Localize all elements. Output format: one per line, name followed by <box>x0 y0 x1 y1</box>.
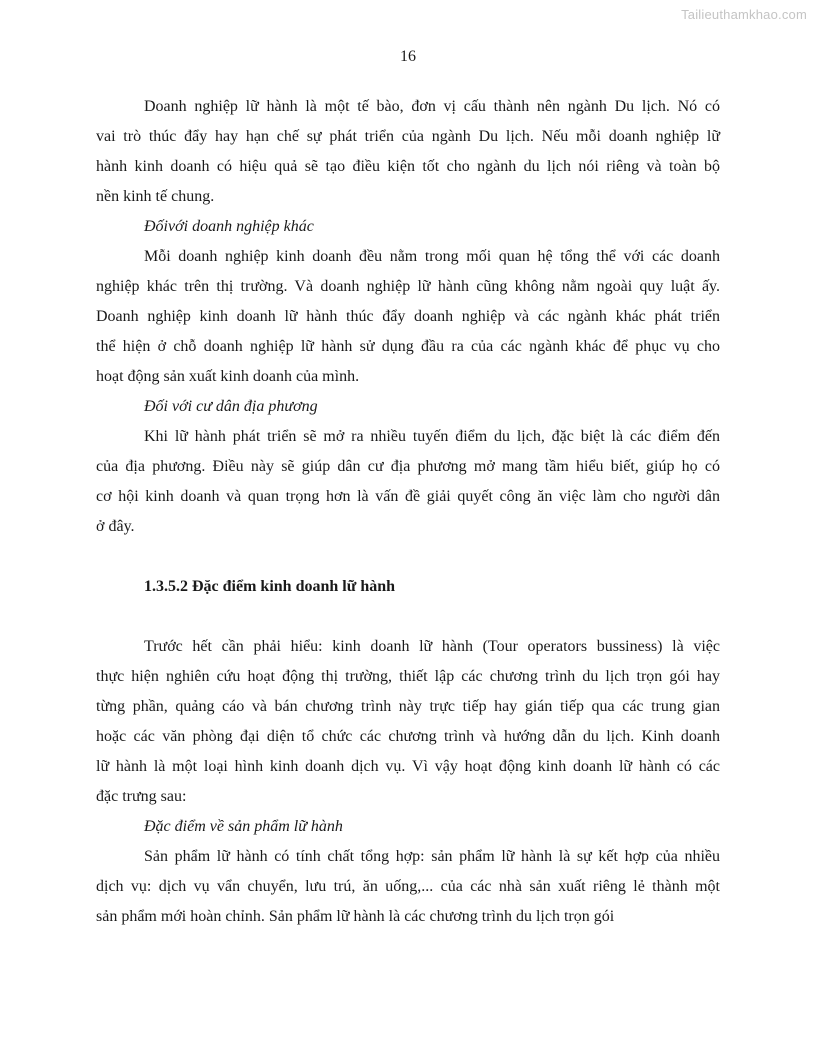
paragraph <box>96 842 720 932</box>
paragraph <box>96 242 720 392</box>
text-line: lữ hành là một loại hình kinh doanh dịch vụ. Vì vậy hoạt động kinh doanh lữ hành có các <box>96 758 720 775</box>
text-line: từng phần, quảng cáo và bán chương trình này trực tiếp hay gián tiếp qua các trung gian <box>96 698 720 715</box>
text-line: Doanh nghiệp lữ hành là một tế bào, đơn vị cấu thành nên ngành Du lịch. Nó có <box>144 98 720 115</box>
page-number: 16 <box>400 48 416 65</box>
paragraph <box>96 92 720 212</box>
subheading-italic: Đốivới doanh nghiệp khác <box>144 218 314 235</box>
text-line: hoặc các văn phòng đại diện tổ chức các chương trình và hướng dẫn du lịch. Kinh doanh <box>96 728 720 745</box>
paragraph <box>96 632 720 812</box>
text-line: hoạt động sản xuất kinh doanh của mình. <box>96 368 360 385</box>
watermark: Tailieuthamkhao.com <box>681 7 807 22</box>
text-line: Trước hết cần phải hiểu: kinh doanh lữ hành (Tour operators bussiness) là việc <box>144 638 720 655</box>
text-line: Mỗi doanh nghiệp kinh doanh đều nằm trong mối quan hệ tổng thể với các doanh <box>144 248 720 265</box>
text-line: đặc trưng sau: <box>96 788 187 805</box>
text-line: thể hiện ở chỗ doanh nghiệp lữ hành sử dụng đầu ra của các ngành khác để phục vụ cho <box>96 338 720 355</box>
text-line: vai trò thúc đẩy hay hạn chế sự phát triển của ngành Du lịch. Nếu mỗi doanh nghiệp lữ <box>96 128 720 145</box>
text-line: Doanh nghiệp kinh doanh lữ hành thúc đẩy doanh nghiệp và các ngành khác phát triển <box>96 308 720 325</box>
section-heading: 1.3.5.2 Đặc điểm kinh doanh lữ hành <box>144 578 396 595</box>
document-body <box>96 92 720 932</box>
text-line: nền kinh tế chung. <box>96 188 215 205</box>
subheading-italic: Đối với cư dân địa phương <box>144 398 318 415</box>
text-line: hành kinh doanh có hiệu quả sẽ tạo điều kiện tốt cho ngành du lịch nói riêng và toàn bộ <box>96 158 720 175</box>
paragraph <box>96 422 720 542</box>
subheading-italic: Đặc điểm về sản phẩm lữ hành <box>144 818 343 835</box>
text-line: cơ hội kinh doanh và quan trọng hơn là vấn đề giải quyết công ăn việc làm cho người dân <box>96 488 720 505</box>
text-line: nghiệp khác trên thị trường. Và doanh nghiệp lữ hành cũng không nằm ngoài quy luật ấy. <box>96 278 720 295</box>
text-line: Khi lữ hành phát triển sẽ mở ra nhiều tuyến điểm du lịch, đặc biệt là các điểm đến <box>144 428 720 445</box>
text-line: của địa phương. Điều này sẽ giúp dân cư địa phương mở mang tầm hiểu biết, giúp họ có <box>96 458 720 475</box>
text-line: Sản phẩm lữ hành có tính chất tổng hợp: sản phẩm lữ hành là sự kết hợp của nhiều <box>144 848 720 865</box>
text-line: dịch vụ: dịch vụ vẩn chuyển, lưu trú, ăn uống,... của các nhà sản xuất riêng lẻ thành một <box>96 878 720 895</box>
text-line: thực hiện nghiên cứu hoạt động thị trường, thiết lập các chương trình du lịch trọn gói hay <box>96 668 720 685</box>
text-line: sản phẩm mới hoàn chỉnh. Sản phẩm lữ hành là các chương trình du lịch trọn gói <box>96 908 615 925</box>
text-line: ở đây. <box>96 518 135 535</box>
